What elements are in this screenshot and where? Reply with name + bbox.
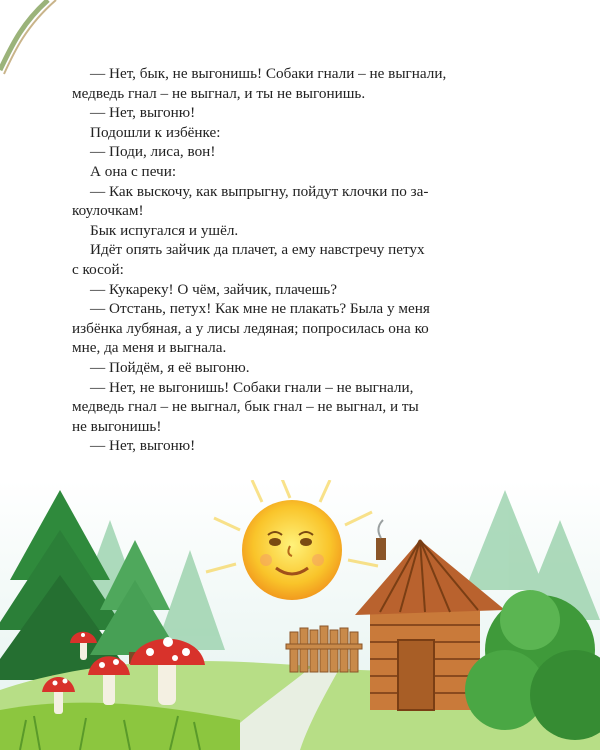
fairy-tale-illustration	[0, 480, 600, 750]
story-line: Идёт опять зайчик да плачет, а ему навстречу петух	[90, 241, 425, 259]
sun-face	[242, 500, 342, 600]
story-line: с косой:	[72, 260, 124, 278]
story-line: — Нет, выгоню!	[90, 104, 196, 122]
story-line: — Как выскочу, как выпрыгну, пойдут клочки по за-	[90, 182, 429, 200]
story-line: мне, да меня и выгнала.	[72, 339, 227, 357]
story-line: Подошли к избёнке:	[90, 123, 221, 141]
story-line: — Пойдём, я её выгоню.	[90, 358, 250, 376]
story-line: коулочкам!	[72, 202, 144, 220]
story-text	[72, 64, 490, 456]
wooden-fence	[286, 626, 362, 672]
story-line: Бык испугался и ушёл.	[90, 221, 239, 239]
story-line: — Кукареку! О чём, зайчик, плачешь?	[90, 280, 337, 298]
story-line: — Нет, выгоню!	[90, 437, 196, 455]
story-line: медведь гнал – не выгнал, и ты не выгонишь.	[72, 84, 366, 102]
story-line: медведь гнал – не выгнал, бык гнал – не выгнал, и ты	[72, 398, 419, 416]
story-line: А она с печи:	[90, 162, 177, 180]
story-line: — Поди, лиса, вон!	[90, 143, 216, 161]
corner-vine-decoration	[0, 0, 60, 80]
story-line: — Отстань, петух! Как мне не плакать? Была у меня	[90, 300, 430, 318]
story-line: — Нет, бык, не выгонишь! Собаки гнали – не выгнали,	[90, 65, 447, 82]
story-line: — Нет, не выгонишь! Собаки гнали – не выгнали,	[90, 378, 414, 396]
story-line: не выгонишь!	[72, 417, 162, 435]
story-line: избёнка лубяная, а у лисы ледяная; попросилась она ко	[72, 319, 429, 337]
